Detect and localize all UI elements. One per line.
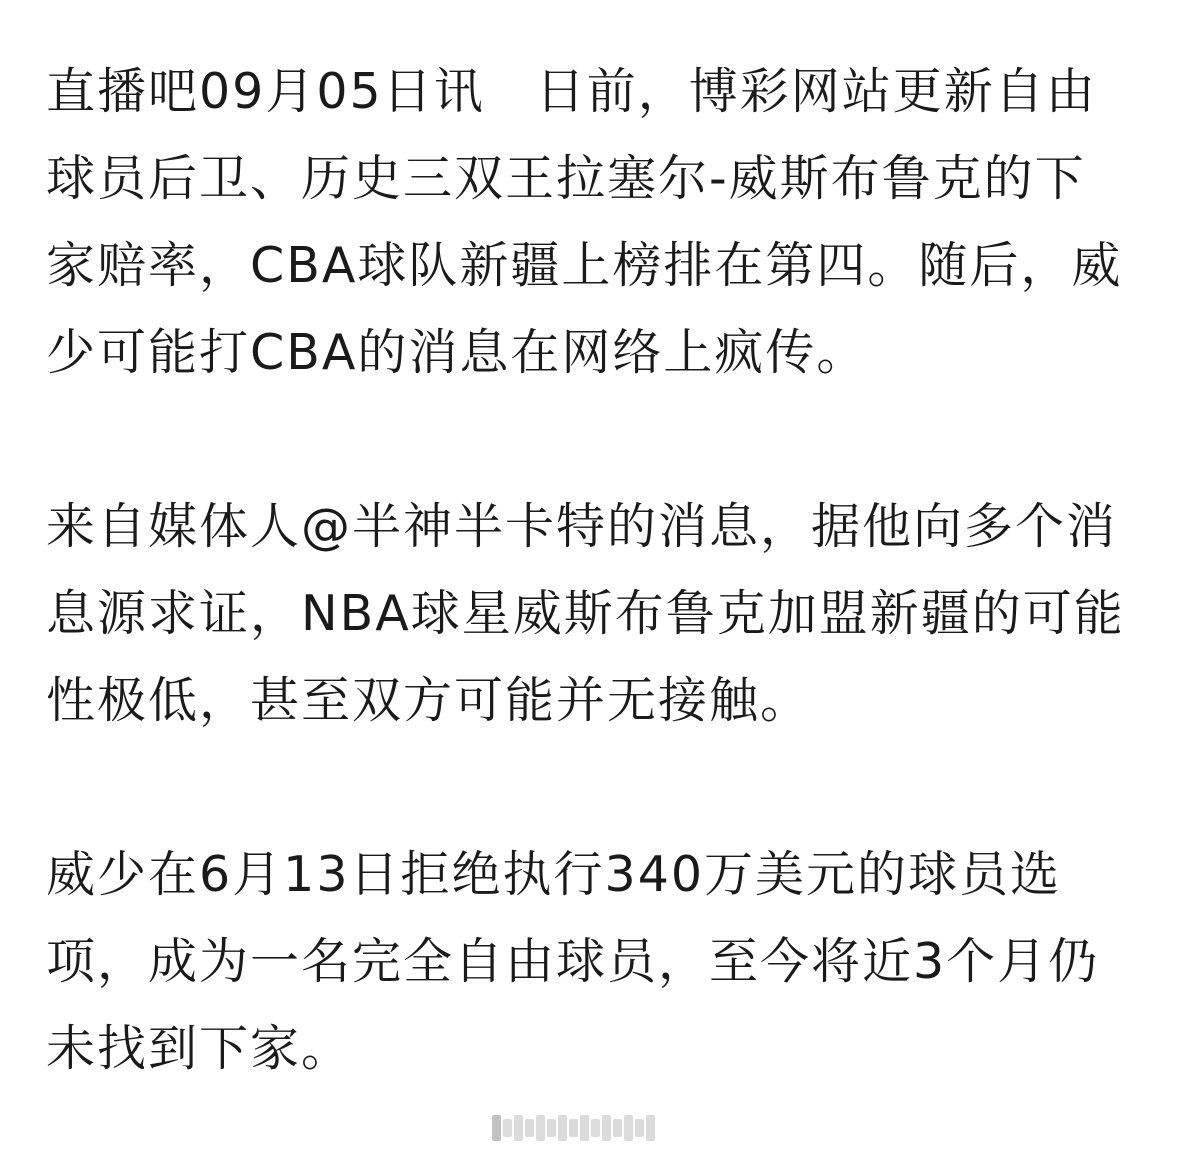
watermark-bar [624,1115,633,1141]
watermark-bar [547,1119,556,1137]
watermark-bar [525,1119,534,1137]
paragraph-3: 威少在6月13日拒绝执行340万美元的球员选项，成为一名完全自由球员，至今将近3个月仍未找到下家。 [46,846,1100,1077]
watermark-bar [646,1115,655,1141]
watermark-bar [492,1115,501,1141]
watermark-bar [613,1119,622,1137]
watermark-bar [602,1115,611,1141]
watermark-bar [503,1119,512,1137]
paragraph-1: 直播吧09月05日讯 日前，博彩网站更新自由球员后卫、历史三双王拉塞尔-威斯布鲁克的下家赔率，CBA球队新疆上榜排在第四。随后，威少可能打CBA的消息在网络上疯传。 [46,63,1123,381]
article-body [46,48,1136,1092]
watermark-bar [514,1115,523,1141]
watermark-bar [580,1115,589,1141]
watermark-icon [492,1108,692,1148]
watermark-bar [536,1115,545,1141]
watermark-bar [569,1119,578,1137]
watermark-bar [558,1115,567,1141]
paragraph-2: 来自媒体人@半神半卡特的消息，据他向多个消息源求证，NBA球星威斯布鲁克加盟新疆的可能性极低，甚至双方可能并无接触。 [46,498,1125,729]
watermark-bar [635,1119,644,1137]
watermark-bar [591,1119,600,1137]
